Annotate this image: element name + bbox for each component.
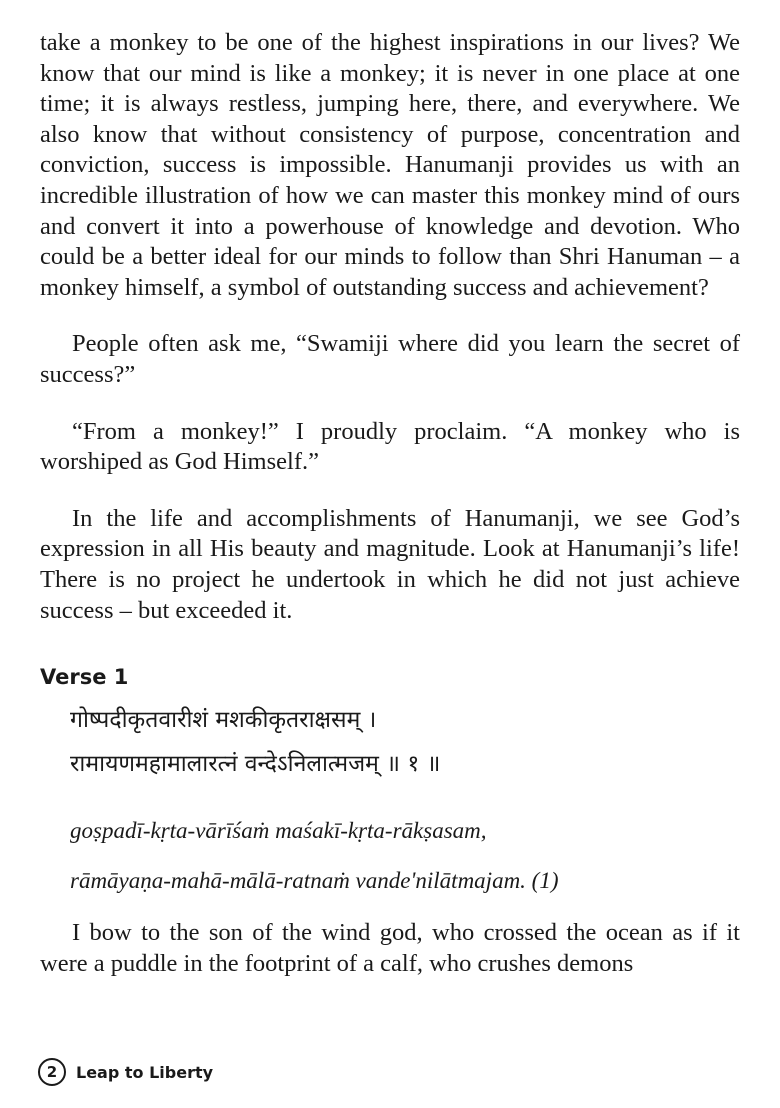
transliteration xyxy=(70,806,740,906)
sanskrit-line-2: रामायणमहामालारत्नं वन्देऽनिलात्मजम् ॥ १ ॥ xyxy=(70,751,441,778)
paragraph-answer: “From a monkey!” I proudly proclaim. “A monkey who is worshiped as God Himself.” xyxy=(40,417,740,476)
page-content xyxy=(40,28,740,979)
transliteration-line-1: goṣpadī-kṛta-vārīśaṁ maśakī-kṛta-rākṣasam, xyxy=(70,818,487,844)
sanskrit-verse xyxy=(70,698,740,786)
page-footer xyxy=(38,1058,213,1086)
verse-heading: Verse 1 xyxy=(40,665,129,690)
paragraph-question: People often ask me, “Swamiji where did you learn the secret of success?” xyxy=(40,330,740,388)
sanskrit-line-1: गोष्पदीकृतवारीशं मशकीकृतराक्षसम् । xyxy=(70,707,377,734)
book-title: Leap to Liberty xyxy=(76,1062,214,1082)
verse-translation: I bow to the son of the wind god, who crossed the ocean as if it were a puddle in the footprint of a calf, who crushes demons xyxy=(40,919,740,977)
transliteration-line-2: rāmāyaṇa-mahā-mālā-ratnaṁ vande'nilātmajam. (1) xyxy=(70,868,559,894)
paragraph-intro: take a monkey to be one of the highest inspirations in our lives? We know that our mind is like a monkey; it is never in one place at one time; it is always restless, jumping here, there, and everywhere. We also know that without consistency of purpose, concentration and conviction, success is impossible. Hanumanji provides us with an incredible illustration of how we can master this monkey mind of ours and convert it into a powerhouse of knowledge and devotion. Who could be a better ideal for our minds to follow than Shri Hanuman – a monkey himself, a symbol of outstanding success and achievement? xyxy=(40,29,740,301)
page-number: 2 xyxy=(38,1058,66,1086)
paragraph-accomplishments: In the life and accomplishments of Hanumanji, we see God’s expression in all His beauty and magnitude. Look at Hanumanji’s life! There is no project he undertook in which he did not just achieve success – but exceeded it. xyxy=(40,504,740,624)
